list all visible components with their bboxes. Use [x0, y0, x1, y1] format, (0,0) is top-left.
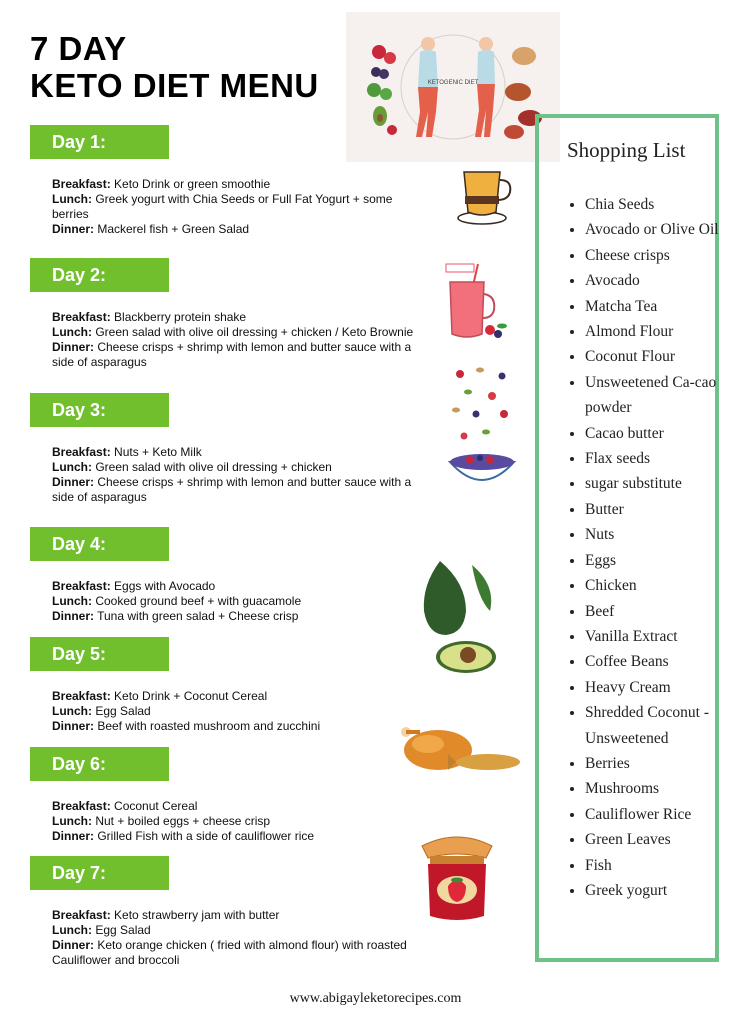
dinner-line: Dinner: Grilled Fish with a side of cauliflower rice	[52, 829, 315, 843]
shopping-list-item: • Green Leaves	[585, 827, 723, 852]
shopping-list-item: • Fish	[585, 853, 723, 878]
day-1-meals	[52, 177, 422, 237]
shopping-list-item: • Shredded Coconut - Unsweetened	[585, 700, 723, 751]
page-title	[30, 30, 319, 104]
berry-bowl-icon	[446, 362, 518, 500]
shopping-list-item: • Cauliflower Rice	[585, 802, 723, 827]
avocado-icon	[416, 555, 498, 677]
dinner-line: Dinner: Mackerel fish + Green Salad	[52, 222, 250, 236]
breakfast-line: Breakfast: Keto Drink or green smoothie	[52, 177, 271, 191]
day-5-meals	[52, 689, 422, 734]
shopping-list-item: • Berries	[585, 751, 723, 776]
day-4-section	[30, 527, 422, 624]
shopping-list-item: • Coffee Beans	[585, 649, 723, 674]
shopping-list-item: • Matcha Tea	[585, 294, 723, 319]
shopping-list-item: • Heavy Cream	[585, 675, 723, 700]
day-6-meals	[52, 799, 422, 844]
shopping-list-panel	[535, 114, 719, 962]
day-3-meals	[52, 445, 422, 505]
shopping-list-item: • Chicken	[585, 573, 723, 598]
breakfast-line: Breakfast: Keto Drink + Coconut Cereal	[52, 689, 268, 703]
dinner-line: Dinner: Keto orange chicken ( fried with almond flour) with roasted Cauliflower and broccoli	[52, 938, 407, 967]
shopping-list-item: • sugar substitute	[585, 471, 723, 496]
day-3-header: Day 3:	[30, 393, 169, 427]
jam-jar-icon	[418, 828, 496, 924]
day-4-header: Day 4:	[30, 527, 169, 561]
shopping-list-item: • Mushrooms	[585, 776, 723, 801]
shopping-list	[567, 192, 723, 903]
day-7-section	[30, 856, 422, 968]
breakfast-line: Breakfast: Blackberry protein shake	[52, 310, 247, 324]
dinner-line: Dinner: Tuna with green salad + Cheese crisp	[52, 609, 299, 623]
shopping-list-item: • Butter	[585, 497, 723, 522]
roast-chicken-icon	[398, 720, 522, 776]
shopping-list-item: • Flax seeds	[585, 446, 723, 471]
website-footer: www.abigayleketorecipes.com	[289, 991, 462, 1006]
day-6-header: Day 6:	[30, 747, 169, 781]
dinner-line: Dinner: Cheese crisps + shrimp with lemon and butter sauce with a side of asparagus	[52, 475, 412, 504]
shopping-list-item: • Unsweetened Ca-cao powder	[585, 370, 723, 421]
shopping-list-item: • Chia Seeds	[585, 192, 723, 217]
title-line-1: 7 DAY	[30, 30, 127, 67]
day-4-meals	[52, 579, 422, 624]
day-1-header: Day 1:	[30, 125, 169, 159]
day-2-meals	[52, 310, 422, 370]
day-7-header: Day 7:	[30, 856, 169, 890]
title-line-2: KETO DIET MENU	[30, 67, 319, 104]
smoothie-jar-icon	[440, 262, 510, 344]
tea-cup-icon	[452, 162, 516, 228]
day-6-section	[30, 747, 422, 844]
shopping-list-item: • Beef	[585, 599, 723, 624]
shopping-list-item: • Cacao butter	[585, 421, 723, 446]
hero-label: KETOGENIC DIET	[427, 80, 479, 86]
day-2-header: Day 2:	[30, 258, 169, 292]
day-7-meals	[52, 908, 422, 968]
shopping-list-item: • Almond Flour	[585, 319, 723, 344]
day-3-section	[30, 393, 422, 505]
lunch-line: Lunch: Cooked ground beef + with guacamole	[52, 594, 302, 608]
shopping-list-item: • Nuts	[585, 522, 723, 547]
shopping-list-item: • Avocado or Olive Oil	[585, 217, 723, 242]
day-2-section	[30, 258, 422, 370]
breakfast-line: Breakfast: Nuts + Keto Milk	[52, 445, 202, 459]
lunch-line: Lunch: Green salad with olive oil dressing + chicken	[52, 460, 332, 474]
shopping-list-item: • Coconut Flour	[585, 344, 723, 369]
lunch-line: Lunch: Nut + boiled eggs + cheese crisp	[52, 814, 271, 828]
shopping-list-item: • Avocado	[585, 268, 723, 293]
shopping-list-item: • Greek yogurt	[585, 878, 723, 903]
breakfast-line: Breakfast: Coconut Cereal	[52, 799, 198, 813]
lunch-line: Lunch: Egg Salad	[52, 923, 151, 937]
lunch-line: Lunch: Egg Salad	[52, 704, 151, 718]
shopping-list-item: • Cheese crisps	[585, 243, 723, 268]
day-5-section	[30, 637, 422, 734]
dinner-line: Dinner: Beef with roasted mushroom and zucchini	[52, 719, 321, 733]
day-5-header: Day 5:	[30, 637, 169, 671]
breakfast-line: Breakfast: Eggs with Avocado	[52, 579, 216, 593]
day-1-section	[30, 125, 422, 237]
shopping-list-item: • Eggs	[585, 548, 723, 573]
dinner-line: Dinner: Cheese crisps + shrimp with lemon and butter sauce with a side of asparagus	[52, 340, 412, 369]
shopping-list-title: Shopping List	[567, 138, 686, 162]
shopping-list-item: • Vanilla Extract	[585, 624, 723, 649]
lunch-line: Lunch: Green salad with olive oil dressing + chicken / Keto Brownie	[52, 325, 414, 339]
lunch-line: Lunch: Greek yogurt with Chia Seeds or Full Fat Yogurt + some berries	[52, 192, 393, 221]
breakfast-line: Breakfast: Keto strawberry jam with butter	[52, 908, 280, 922]
